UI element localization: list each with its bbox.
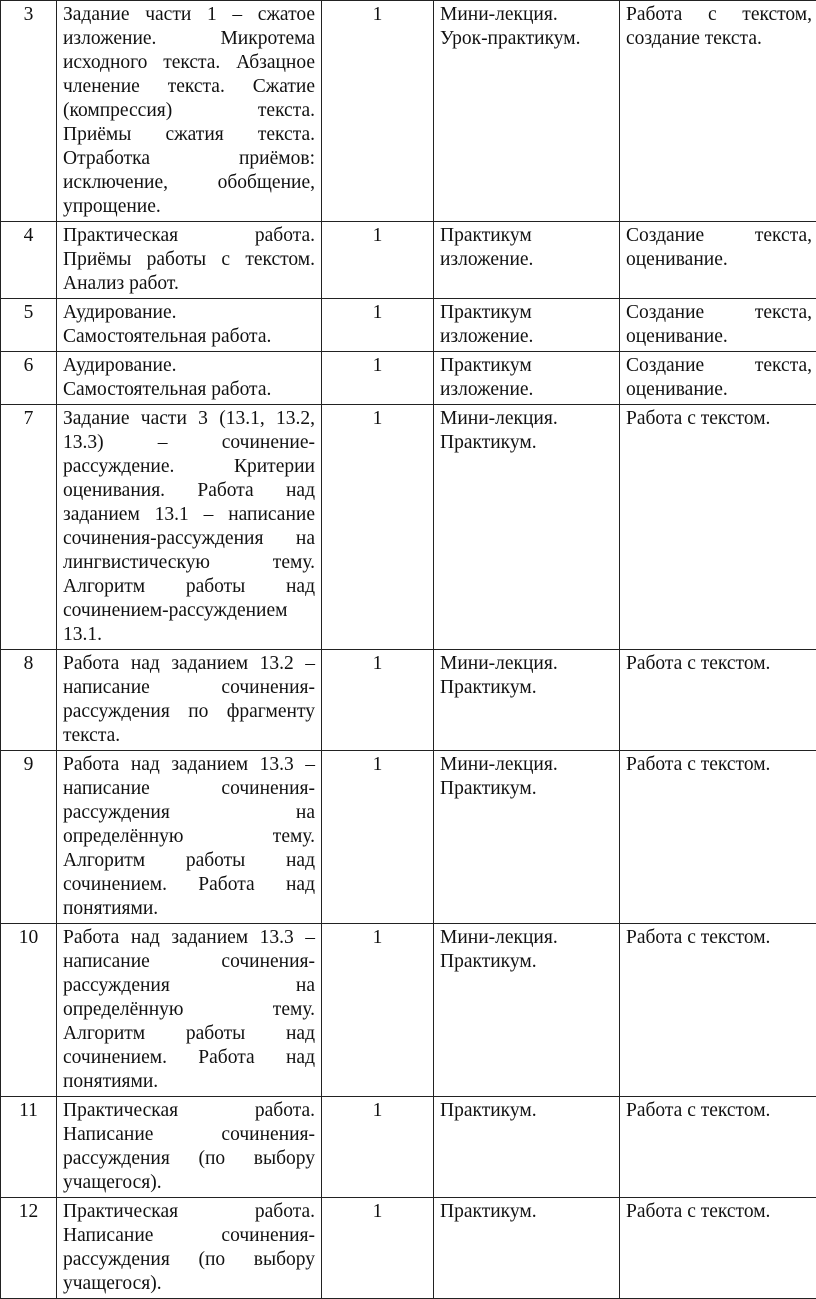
form-line: Мини-лекция. — [440, 3, 613, 27]
activity-line: Работа с текстом. — [626, 652, 812, 676]
lesson-hours: 1 — [322, 405, 434, 650]
topic-line: членение текста. Сжатие — [63, 75, 315, 99]
topic-line: 13.3) – сочинение- — [63, 431, 315, 455]
activity-line: оценивание. — [626, 248, 812, 272]
lesson-activity — [620, 405, 816, 650]
table-row — [1, 924, 816, 1097]
topic-line: рассуждение. Критерии — [63, 455, 315, 479]
topic-line: рассуждения на — [63, 801, 315, 825]
form-line: Мини-лекция. — [440, 926, 613, 950]
activity-line: Работа с текстом. — [626, 1099, 812, 1123]
topic-line: сочинением. Работа над — [63, 1046, 315, 1070]
topic-line: понятиями. — [63, 897, 315, 921]
topic-line: Алгоритм работы над — [63, 575, 315, 599]
topic-line: определённую тему. — [63, 998, 315, 1022]
topic-line: Задание части 1 – сжатое — [63, 3, 315, 27]
topic-line: исключение, обобщение, — [63, 171, 315, 195]
table-row — [1, 299, 816, 352]
lesson-number: 10 — [1, 924, 57, 1097]
topic-line: учащегося). — [63, 1171, 315, 1195]
topic-line: Работа над заданием 13.3 – — [63, 753, 315, 777]
form-line: Мини-лекция. — [440, 652, 613, 676]
topic-line: Самостоятельная работа. — [63, 378, 315, 402]
lesson-activity — [620, 650, 816, 751]
lesson-number: 3 — [1, 1, 57, 222]
lesson-hours: 1 — [322, 751, 434, 924]
activity-line: оценивание. — [626, 325, 812, 349]
lesson-number: 9 — [1, 751, 57, 924]
table-row — [1, 751, 816, 924]
lesson-activity — [620, 924, 816, 1097]
lesson-form — [434, 1, 620, 222]
form-line: Практикум — [440, 224, 613, 248]
topic-line: лингвистическую тему. — [63, 551, 315, 575]
lesson-number: 11 — [1, 1097, 57, 1198]
form-line: Урок-практикум. — [440, 27, 613, 51]
lesson-form — [434, 352, 620, 405]
topic-line: рассуждения по фрагменту — [63, 700, 315, 724]
lesson-form — [434, 751, 620, 924]
activity-line: оценивание. — [626, 378, 812, 402]
topic-line: Аудирование. — [63, 354, 315, 378]
activity-line: Создание текста, — [626, 301, 812, 325]
activity-line: Работа с текстом, — [626, 3, 812, 27]
lesson-hours: 1 — [322, 352, 434, 405]
topic-line: Анализ работ. — [63, 272, 315, 296]
lesson-form — [434, 299, 620, 352]
activity-line: Работа с текстом. — [626, 926, 812, 950]
lesson-activity — [620, 1097, 816, 1198]
activity-line: Работа с текстом. — [626, 407, 812, 431]
lesson-topic — [57, 650, 322, 751]
table-row — [1, 352, 816, 405]
topic-line: сочинением-рассуждением — [63, 599, 315, 623]
lesson-number: 7 — [1, 405, 57, 650]
table-row — [1, 405, 816, 650]
form-line: Практикум — [440, 301, 613, 325]
topic-line: Практическая работа. — [63, 224, 315, 248]
activity-line: Создание текста, — [626, 354, 812, 378]
activity-line: Работа с текстом. — [626, 753, 812, 777]
lesson-number: 8 — [1, 650, 57, 751]
topic-line: Аудирование. — [63, 301, 315, 325]
table-row — [1, 222, 816, 299]
lesson-hours: 1 — [322, 1, 434, 222]
lesson-plan-body — [1, 1, 816, 1299]
lesson-topic — [57, 1198, 322, 1299]
lesson-activity — [620, 222, 816, 299]
form-line: Практикум. — [440, 777, 613, 801]
lesson-form — [434, 405, 620, 650]
lesson-topic — [57, 405, 322, 650]
form-line: Практикум. — [440, 1099, 613, 1123]
topic-line: учащегося). — [63, 1272, 315, 1296]
topic-line: Самостоятельная работа. — [63, 325, 315, 349]
lesson-form — [434, 1198, 620, 1299]
lesson-hours: 1 — [322, 1097, 434, 1198]
topic-line: Работа над заданием 13.2 – — [63, 652, 315, 676]
lesson-activity — [620, 751, 816, 924]
lesson-hours: 1 — [322, 650, 434, 751]
topic-line: оценивания. Работа над — [63, 479, 315, 503]
topic-line: Отработка приёмов: — [63, 147, 315, 171]
form-line: Мини-лекция. — [440, 407, 613, 431]
lesson-activity — [620, 1, 816, 222]
topic-line: определённую тему. — [63, 825, 315, 849]
lesson-number: 4 — [1, 222, 57, 299]
lesson-topic — [57, 1, 322, 222]
topic-line: Приёмы работы с текстом. — [63, 248, 315, 272]
lesson-topic — [57, 222, 322, 299]
table-row — [1, 1, 816, 222]
lesson-hours: 1 — [322, 1198, 434, 1299]
lesson-activity — [620, 299, 816, 352]
topic-line: сочинения-рассуждения на — [63, 527, 315, 551]
topic-line: рассуждения (по выбору — [63, 1248, 315, 1272]
activity-line: Работа с текстом. — [626, 1200, 812, 1224]
topic-line: 13.1. — [63, 623, 315, 647]
lesson-number: 6 — [1, 352, 57, 405]
lesson-topic — [57, 1097, 322, 1198]
topic-line: Задание части 3 (13.1, 13.2, — [63, 407, 315, 431]
lesson-form — [434, 1097, 620, 1198]
lesson-topic — [57, 751, 322, 924]
lesson-activity — [620, 1198, 816, 1299]
form-line: Практикум. — [440, 676, 613, 700]
topic-line: написание сочинения- — [63, 950, 315, 974]
lesson-hours: 1 — [322, 222, 434, 299]
topic-line: изложение. Микротема — [63, 27, 315, 51]
form-line: изложение. — [440, 325, 613, 349]
table-row — [1, 1097, 816, 1198]
topic-line: понятиями. — [63, 1070, 315, 1094]
lesson-form — [434, 924, 620, 1097]
topic-line: Написание сочинения- — [63, 1123, 315, 1147]
form-line: Практикум. — [440, 950, 613, 974]
lesson-form — [434, 222, 620, 299]
topic-line: написание сочинения- — [63, 676, 315, 700]
lesson-topic — [57, 299, 322, 352]
topic-line: сочинением. Работа над — [63, 873, 315, 897]
form-line: изложение. — [440, 248, 613, 272]
lesson-topic — [57, 352, 322, 405]
topic-line: рассуждения на — [63, 974, 315, 998]
form-line: изложение. — [440, 378, 613, 402]
activity-line: Создание текста, — [626, 224, 812, 248]
topic-line: исходного текста. Абзацное — [63, 51, 315, 75]
topic-line: Работа над заданием 13.3 – — [63, 926, 315, 950]
topic-line: заданием 13.1 – написание — [63, 503, 315, 527]
lesson-number: 5 — [1, 299, 57, 352]
lesson-activity — [620, 352, 816, 405]
form-line: Практикум. — [440, 431, 613, 455]
topic-line: Приёмы сжатия текста. — [63, 123, 315, 147]
topic-line: Написание сочинения- — [63, 1224, 315, 1248]
topic-line: написание сочинения- — [63, 777, 315, 801]
activity-line: создание текста. — [626, 27, 812, 51]
topic-line: Практическая работа. — [63, 1200, 315, 1224]
topic-line: рассуждения (по выбору — [63, 1147, 315, 1171]
topic-line: Алгоритм работы над — [63, 1022, 315, 1046]
topic-line: Алгоритм работы над — [63, 849, 315, 873]
lesson-topic — [57, 924, 322, 1097]
topic-line: Практическая работа. — [63, 1099, 315, 1123]
topic-line: упрощение. — [63, 195, 315, 219]
form-line: Мини-лекция. — [440, 753, 613, 777]
table-row — [1, 1198, 816, 1299]
table-row — [1, 650, 816, 751]
form-line: Практикум — [440, 354, 613, 378]
topic-line: текста. — [63, 724, 315, 748]
lesson-number: 12 — [1, 1198, 57, 1299]
form-line: Практикум. — [440, 1200, 613, 1224]
lesson-hours: 1 — [322, 924, 434, 1097]
lesson-hours: 1 — [322, 299, 434, 352]
topic-line: (компрессия) текста. — [63, 99, 315, 123]
lesson-form — [434, 650, 620, 751]
